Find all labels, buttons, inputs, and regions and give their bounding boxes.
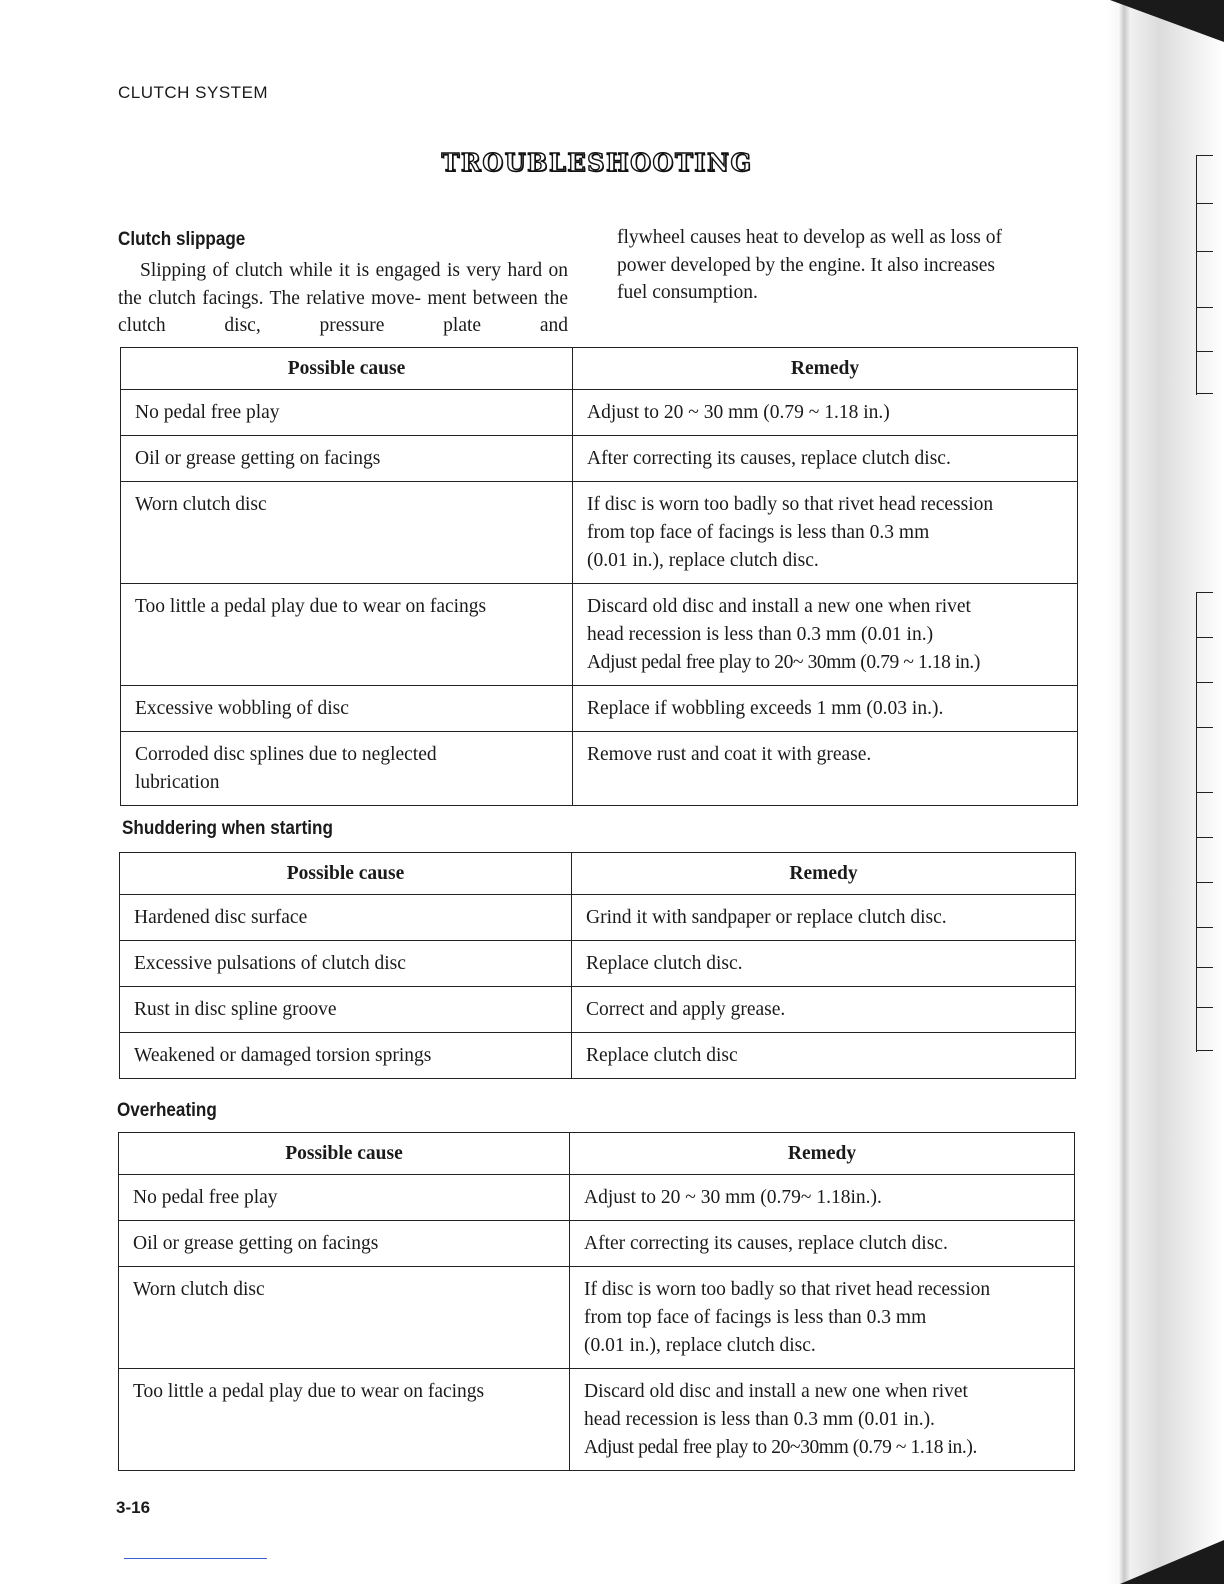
table-row	[120, 987, 1076, 1033]
remedy-cell	[573, 686, 1078, 732]
remedy-text: Adjust pedal free play to 20~ 30mm (0.79 ~ 1.18 in.)	[587, 652, 980, 673]
remedy-cell	[572, 895, 1076, 941]
cause-text: Rust in disc spline groove	[134, 999, 337, 1020]
cause-cell	[121, 584, 573, 686]
edge-bar-tick	[1197, 251, 1213, 252]
table-header-row	[121, 348, 1078, 390]
table-header-row	[119, 1133, 1075, 1175]
edge-bar-tick	[1197, 393, 1213, 394]
table-row	[121, 732, 1078, 806]
table-row	[121, 436, 1078, 482]
table-row	[120, 895, 1076, 941]
intro-line: flywheel causes heat to develop as well as loss of	[617, 227, 1003, 248]
cause-text: lubrication	[135, 772, 220, 793]
section-heading-clutch-slippage: Clutch slippage	[118, 229, 246, 250]
page-corner-fold-top	[1110, 0, 1224, 42]
cause-text: Oil or grease getting on facings	[133, 1233, 379, 1254]
edge-bar-tick	[1197, 351, 1213, 352]
remedy-text: Replace clutch disc.	[586, 953, 743, 974]
cause-text: Excessive wobbling of disc	[135, 698, 349, 719]
edge-bar-tick	[1197, 155, 1213, 156]
edge-bar-tick	[1197, 682, 1213, 683]
edge-bar-tick	[1197, 1050, 1213, 1051]
remedy-text: If disc is worn too badly so that rivet head recession	[584, 1279, 991, 1300]
table-row	[121, 390, 1078, 436]
cause-text: No pedal free play	[133, 1187, 278, 1208]
cause-cell	[119, 1221, 570, 1267]
cause-cell	[120, 895, 572, 941]
cause-cell	[119, 1267, 570, 1369]
remedy-cell	[572, 987, 1076, 1033]
page-number: 3-16	[116, 1498, 151, 1517]
clutch-slippage-table	[120, 347, 1078, 806]
remedy-cell	[570, 1267, 1075, 1369]
cause-text: Too little a pedal play due to wear on facings	[135, 596, 487, 617]
remedy-text: head recession is less than 0.3 mm (0.01 in.).	[584, 1409, 935, 1430]
cause-text: Excessive pulsations of clutch disc	[134, 953, 406, 974]
remedy-text: from top face of facings is less than 0.3 mm	[584, 1307, 927, 1328]
table-row	[119, 1221, 1075, 1267]
remedy-text: (0.01 in.), replace clutch disc.	[584, 1335, 816, 1356]
cause-text: Corroded disc splines due to neglected	[135, 744, 437, 765]
column-header-cause: Possible cause	[120, 853, 572, 895]
page-header: CLUTCH SYSTEM	[118, 83, 269, 102]
remedy-cell	[570, 1221, 1075, 1267]
remedy-text: Replace clutch disc	[586, 1045, 738, 1066]
edge-bar-upper	[1196, 155, 1215, 395]
cause-cell	[121, 436, 573, 482]
remedy-text: If disc is worn too badly so that rivet head recession	[587, 494, 994, 515]
remedy-text: Discard old disc and install a new one when rivet	[587, 596, 971, 617]
edge-bar-tick	[1197, 727, 1213, 728]
cause-cell	[121, 482, 573, 584]
remedy-text: Adjust to 20 ~ 30 mm (0.79~ 1.18in.).	[584, 1187, 882, 1208]
cause-cell	[119, 1175, 570, 1221]
remedy-text: Replace if wobbling exceeds 1 mm (0.03 in.).	[587, 698, 944, 719]
column-header-cause: Possible cause	[119, 1133, 570, 1175]
page-binding-line	[1118, 0, 1130, 1584]
remedy-cell	[570, 1369, 1075, 1471]
cause-text: Too little a pedal play due to wear on facings	[133, 1381, 485, 1402]
remedy-text: Discard old disc and install a new one when rivet	[584, 1381, 968, 1402]
table-row	[121, 584, 1078, 686]
column-header-remedy: Remedy	[572, 853, 1076, 895]
table-header-row	[120, 853, 1076, 895]
cause-cell	[121, 390, 573, 436]
section-heading-overheating: Overheating	[117, 1100, 217, 1121]
table-row	[121, 686, 1078, 732]
intro-line: power developed by the engine. It also increases	[617, 254, 995, 276]
table-row	[119, 1369, 1075, 1471]
overheating-table	[118, 1132, 1075, 1471]
column-header-remedy: Remedy	[573, 348, 1078, 390]
edge-bar-tick	[1197, 837, 1213, 838]
edge-bar-tick	[1197, 592, 1213, 593]
remedy-cell	[572, 941, 1076, 987]
remedy-text: Correct and apply grease.	[586, 999, 786, 1020]
cause-text: Worn clutch disc	[133, 1279, 265, 1300]
edge-bar-tick	[1197, 637, 1213, 638]
edge-bar-tick	[1197, 1007, 1213, 1008]
remedy-text: (0.01 in.), replace clutch disc.	[587, 550, 819, 571]
page-corner-fold-bottom	[1120, 1540, 1224, 1584]
intro-paragraph-right	[617, 224, 1070, 307]
intro-line: hard on the clutch facings. The relative move-	[118, 260, 568, 309]
remedy-text: Remove rust and coat it with grease.	[587, 744, 872, 765]
section-heading-shuddering: Shuddering when starting	[122, 818, 333, 839]
table-row	[119, 1267, 1075, 1369]
column-header-remedy: Remedy	[570, 1133, 1075, 1175]
remedy-cell	[570, 1175, 1075, 1221]
edge-bar-lower	[1196, 592, 1215, 1052]
cause-text: Hardened disc surface	[134, 907, 308, 928]
column-header-cause: Possible cause	[121, 348, 573, 390]
edge-bar-tick	[1197, 203, 1213, 204]
table-row	[120, 941, 1076, 987]
table-row	[119, 1175, 1075, 1221]
remedy-cell	[573, 732, 1078, 806]
remedy-text: Adjust pedal free play to 20~30mm (0.79 ~ 1.18 in.).	[584, 1437, 977, 1458]
remedy-cell	[572, 1033, 1076, 1079]
intro-line: ment between the clutch disc, pressure plate and	[118, 287, 568, 336]
remedy-text: After correcting its causes, replace clutch disc.	[587, 448, 951, 469]
remedy-cell	[573, 584, 1078, 686]
cause-text: Oil or grease getting on facings	[135, 448, 381, 469]
remedy-text: from top face of facings is less than 0.3 mm	[587, 522, 930, 543]
cause-text: Weakened or damaged torsion springs	[134, 1045, 432, 1066]
page-title: TROUBLESHOOTING	[441, 148, 753, 177]
remedy-text: head recession is less than 0.3 mm (0.01 in.)	[587, 624, 934, 645]
edge-bar-tick	[1197, 967, 1213, 968]
shuddering-table	[119, 852, 1076, 1079]
cause-text: No pedal free play	[135, 402, 280, 423]
intro-paragraph-left	[118, 257, 568, 340]
remedy-cell	[573, 390, 1078, 436]
cause-cell	[120, 987, 572, 1033]
cause-cell	[121, 686, 573, 732]
cause-cell	[119, 1369, 570, 1471]
cause-text: Worn clutch disc	[135, 494, 267, 515]
cause-cell	[120, 941, 572, 987]
remedy-cell	[573, 482, 1078, 584]
edge-bar-tick	[1197, 927, 1213, 928]
cause-cell	[121, 732, 573, 806]
edge-bar-tick	[1197, 307, 1213, 308]
intro-line: fuel consumption.	[617, 282, 758, 303]
remedy-text: Adjust to 20 ~ 30 mm (0.79 ~ 1.18 in.)	[587, 402, 890, 423]
remedy-cell	[573, 436, 1078, 482]
table-row	[121, 482, 1078, 584]
remedy-text: Grind it with sandpaper or replace clutch disc.	[586, 907, 947, 928]
cause-cell	[120, 1033, 572, 1079]
footer-rule	[124, 1558, 267, 1559]
intro-line: Slipping of clutch while it is engaged is very	[140, 260, 502, 281]
remedy-text: After correcting its causes, replace clutch disc.	[584, 1233, 948, 1254]
table-row	[120, 1033, 1076, 1079]
edge-bar-tick	[1197, 792, 1213, 793]
edge-bar-tick	[1197, 882, 1213, 883]
